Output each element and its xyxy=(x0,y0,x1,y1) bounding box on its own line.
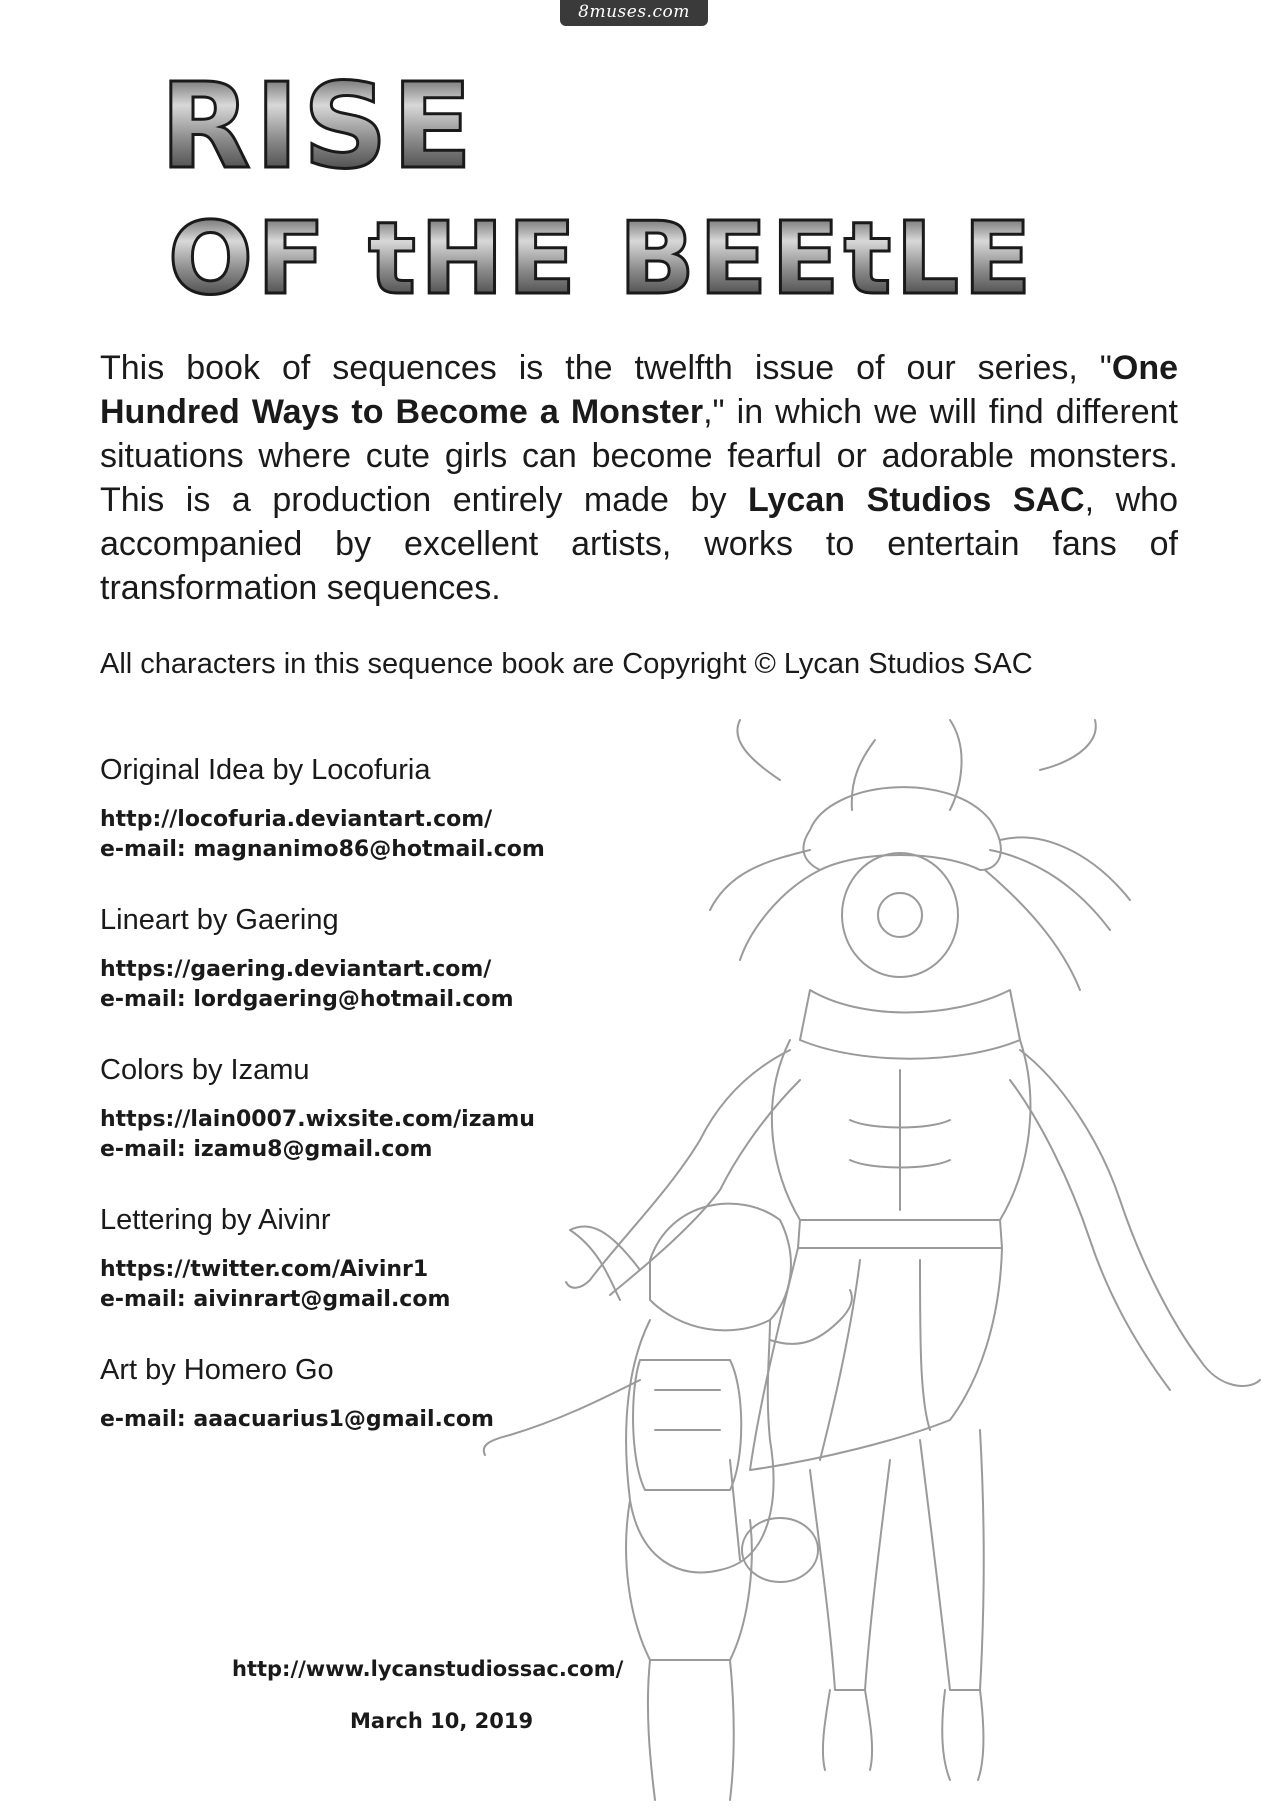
intro-text-1: This book of sequences is the twelfth issue of our series, " xyxy=(100,349,1112,387)
intro-paragraph xyxy=(100,346,1178,610)
publication-date: March 10, 2019 xyxy=(350,1709,534,1733)
beetle-figure xyxy=(566,720,1260,1780)
credit-email[interactable]: e-mail: aaacuarius1@gmail.com xyxy=(100,1407,494,1432)
credit-url[interactable]: https://gaering.deviantart.com/ xyxy=(100,957,492,982)
title-logo xyxy=(150,55,1110,315)
credit-url[interactable]: https://twitter.com/Aivinr1 xyxy=(100,1257,429,1282)
credit-email[interactable]: e-mail: aivinrart@gmail.com xyxy=(100,1287,451,1312)
copyright-notice: All characters in this sequence book are Copyright © Lycan Studios SAC xyxy=(100,648,1033,680)
credit-url[interactable]: https://lain0007.wixsite.com/izamu xyxy=(100,1107,535,1132)
girl-figure xyxy=(484,1204,852,1800)
intro-text-2: ," in which we will find different situations where cute girls can become fearful or adorable monsters. This is a production entirely made by xyxy=(100,393,1178,519)
credit-role: Lettering by Aivinr xyxy=(100,1204,331,1236)
intro-text-3: , who accompanied by excellent artists, works to entertain fans of transformation sequences. xyxy=(100,481,1178,607)
credit-email[interactable]: e-mail: izamu8@gmail.com xyxy=(100,1137,433,1162)
credit-email[interactable]: e-mail: lordgaering@hotmail.com xyxy=(100,987,514,1012)
credit-role: Lineart by Gaering xyxy=(100,904,339,936)
title-line-2: OF tHE BEEtLE xyxy=(168,200,1036,315)
credit-url[interactable]: http://locofuria.deviantart.com/ xyxy=(100,807,493,832)
series-name: One Hundred Ways to Become a Monster xyxy=(100,349,1178,431)
credit-role: Original Idea by Locofuria xyxy=(100,754,431,786)
watermark: 8muses.com xyxy=(560,0,708,26)
lineart-illustration xyxy=(480,700,1280,1813)
credit-email[interactable]: e-mail: magnanimo86@hotmail.com xyxy=(100,837,545,862)
website-link[interactable]: http://www.lycanstudiossac.com/ xyxy=(232,1657,624,1681)
credit-role: Colors by Izamu xyxy=(100,1054,310,1086)
title-line-1: RISE xyxy=(160,57,477,195)
credit-role: Art by Homero Go xyxy=(100,1354,334,1386)
studio-name: Lycan Studios SAC xyxy=(748,481,1085,519)
